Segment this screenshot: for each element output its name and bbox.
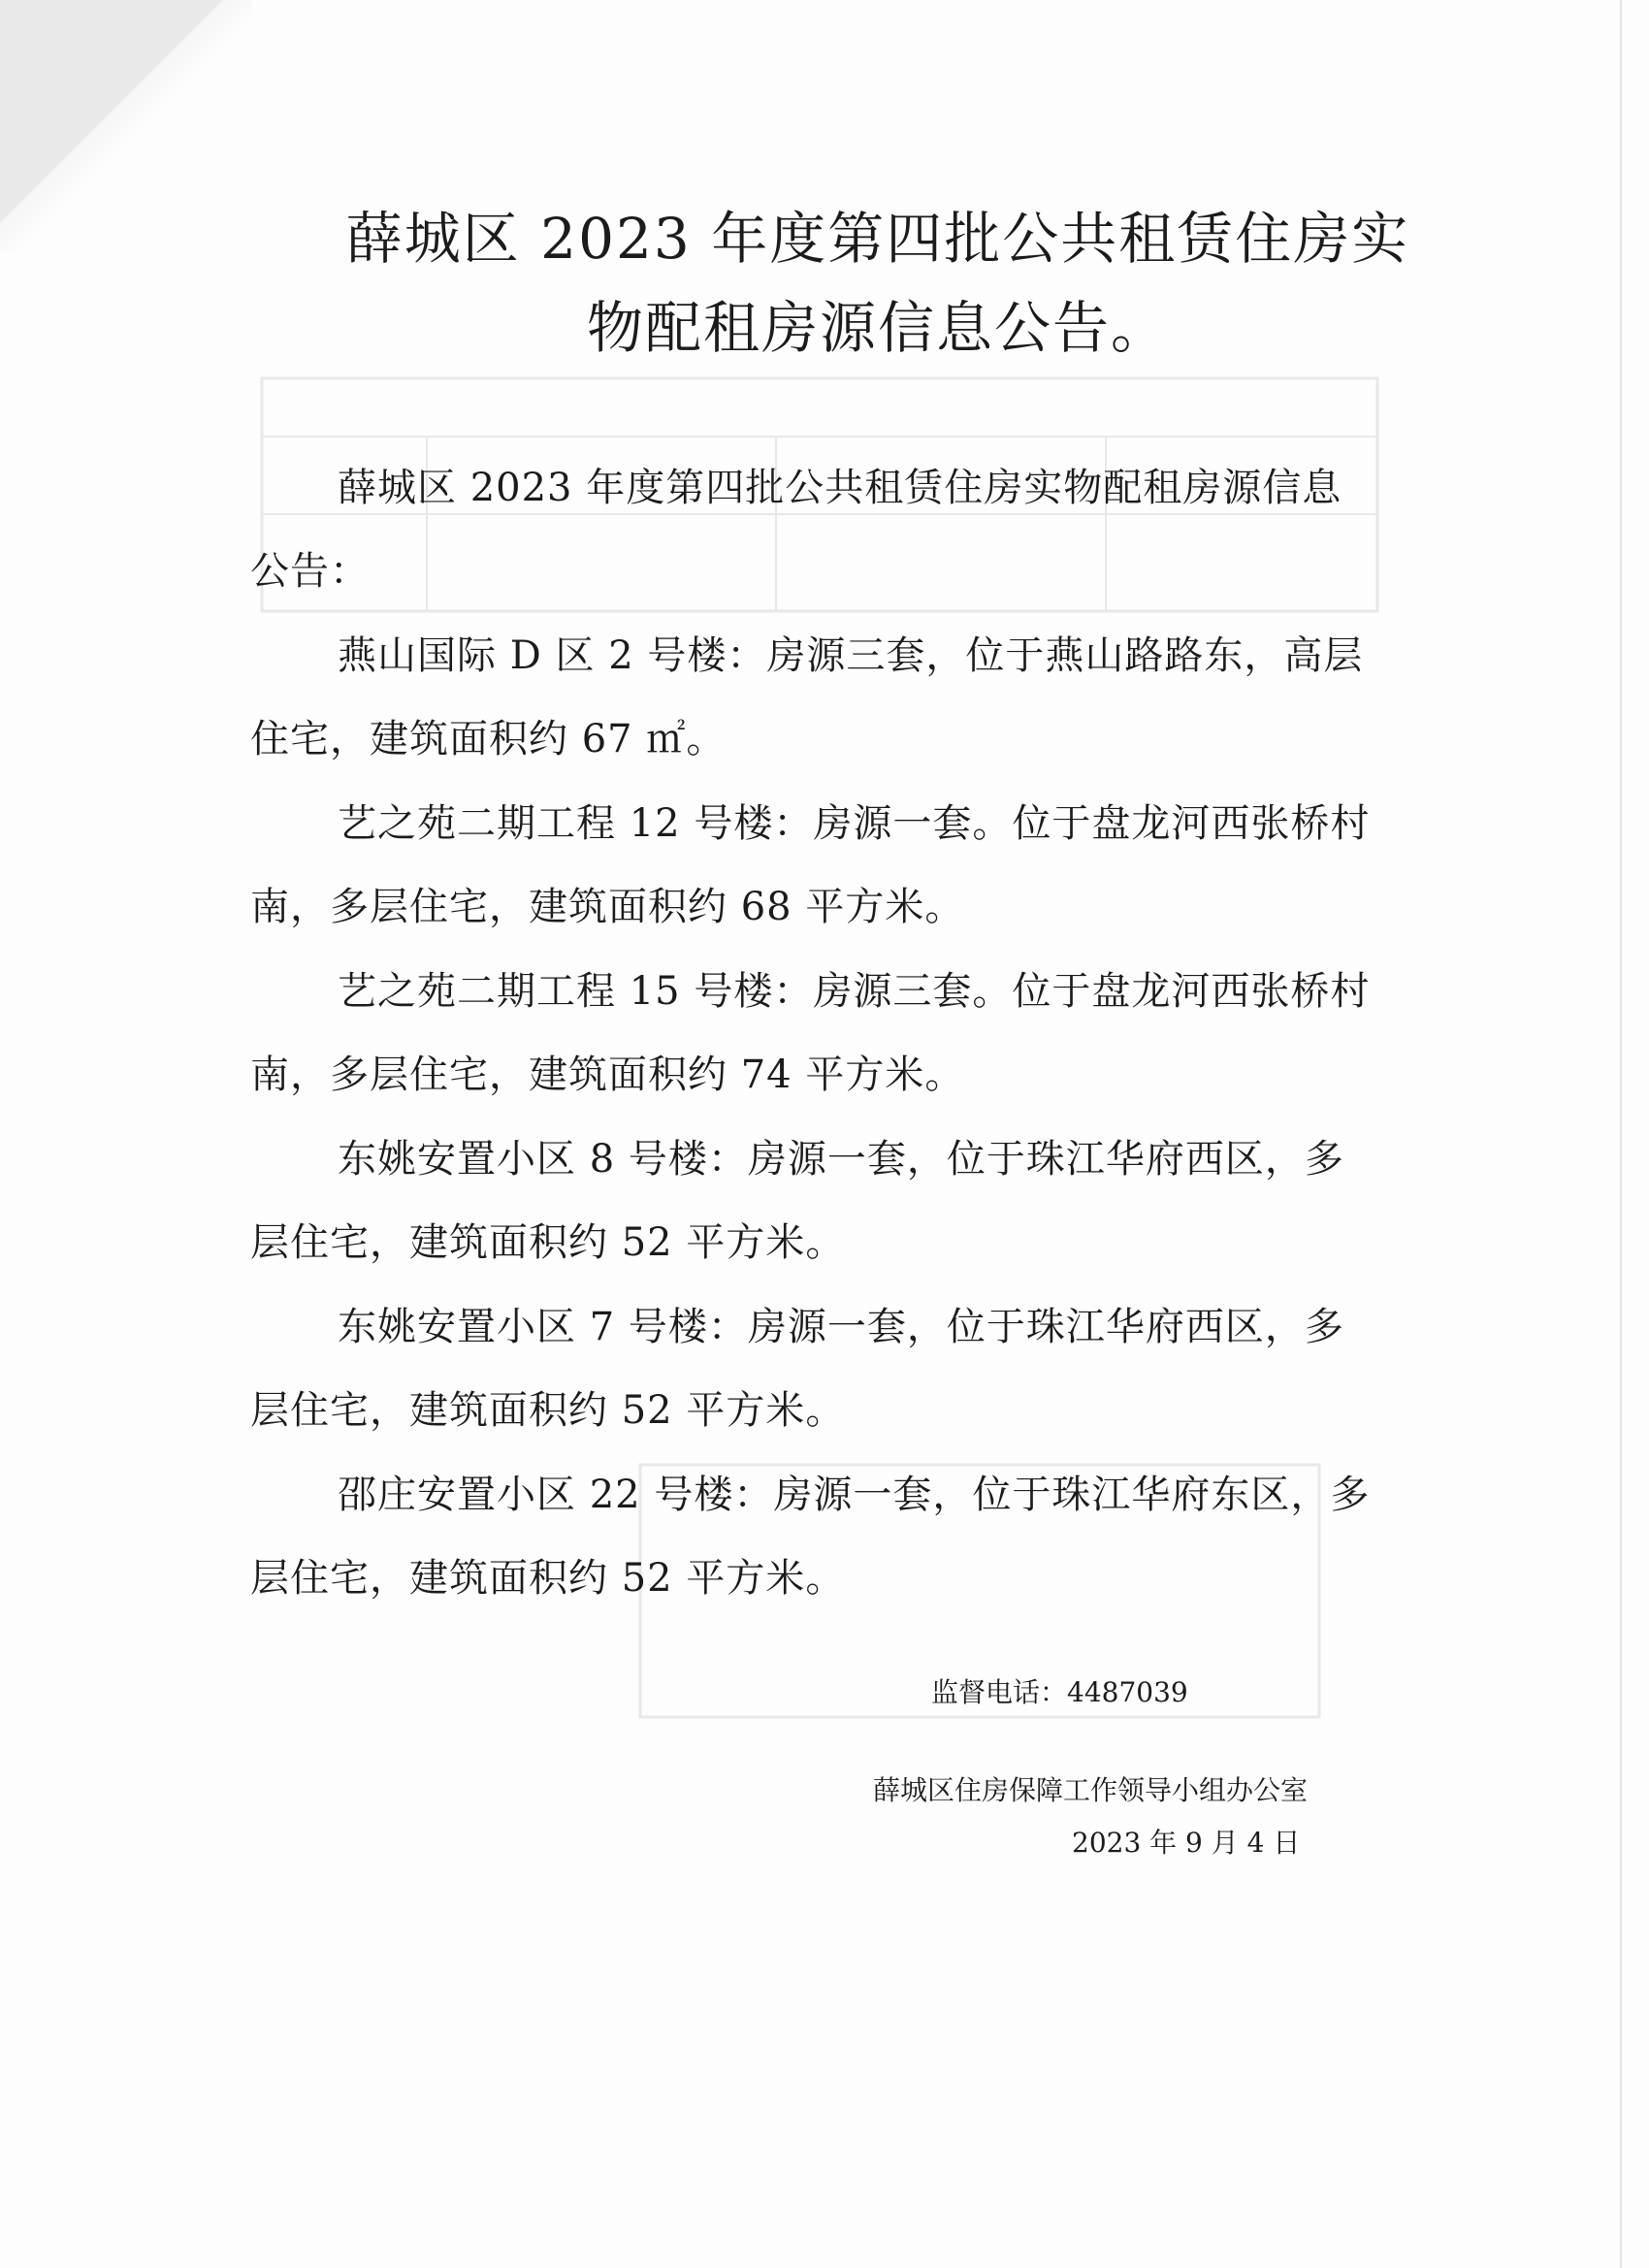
listing-yanshan-d2: 燕山国际 D 区 2 号楼：房源三套，位于燕山路路东，高层住宅，建筑面积约 67 ㎡。: [250, 633, 1364, 761]
intro-paragraph: 薛城区 2023 年度第四批公共租赁住房实物配租房源信息公告：: [250, 466, 1342, 594]
listing-dongyao-7: 东姚安置小区 7 号楼：房源一套，位于珠江华府西区，多层住宅，建筑面积约 52 平方米。: [250, 1305, 1344, 1433]
folded-corner: [0, 0, 223, 223]
document-title: [0, 194, 1649, 373]
listing-yizhiyuan-15: 艺之苑二期工程 15 号楼：房源三套。位于盘龙河西张桥村南，多层住宅，建筑面积约 74 平方米。: [250, 969, 1371, 1097]
title-line-1: 薛城区 2023 年度第四批公共租赁住房实: [345, 206, 1410, 272]
issue-date: 2023 年 9 月 4 日: [1072, 1827, 1301, 1859]
document-body: [250, 446, 1375, 1621]
supervision-phone: 监督电话：4487039: [931, 1676, 1188, 1708]
listing-shaozhuang-22: 邵庄安置小区 22 号楼：房源一套，位于珠江华府东区，多层住宅，建筑面积约 52 平方米。: [250, 1473, 1371, 1601]
listing-dongyao-8: 东姚安置小区 8 号楼：房源一套，位于珠江华府西区，多层住宅，建筑面积约 52 平方米。: [250, 1137, 1344, 1265]
issuing-office: 薛城区住房保障工作领导小组办公室: [873, 1774, 1309, 1806]
listing-yizhiyuan-12: 艺之苑二期工程 12 号楼：房源一套。位于盘龙河西张桥村南，多层住宅，建筑面积约 68 平方米。: [250, 801, 1371, 929]
title-line-2: 物配租房源信息公告。: [586, 295, 1169, 361]
